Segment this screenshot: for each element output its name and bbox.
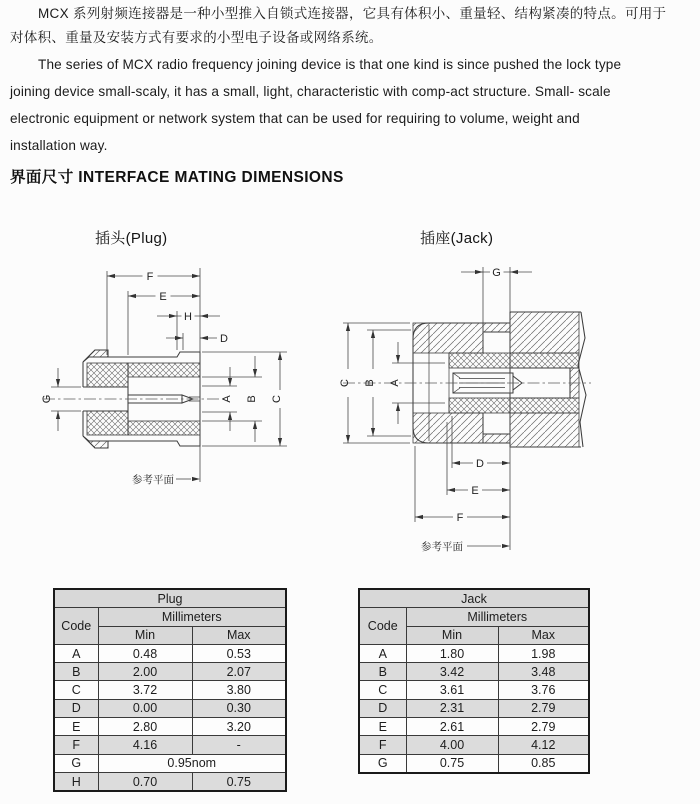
intro-en-line: joining device small-scaly, it has a small, light, characteristic with comp-act structure. Small- scale <box>10 84 611 99</box>
cell-max: 0.53 <box>192 644 286 662</box>
intro-en-line: The series of MCX radio frequency joining device is that one kind is since pushed the lock type <box>38 57 622 72</box>
dim-label-b: B <box>364 379 376 387</box>
cell-max: 1.98 <box>498 644 589 662</box>
intro-chinese <box>10 2 696 50</box>
cell-max: 0.85 <box>498 754 589 773</box>
cell-code: D <box>359 699 406 717</box>
max-header: Max <box>498 626 589 644</box>
min-header: Min <box>98 626 192 644</box>
cell-min: 3.72 <box>98 681 192 699</box>
cell-max: 3.20 <box>192 718 286 736</box>
jack-diagram-title: 插座(Jack) <box>420 230 494 247</box>
cell-code: D <box>54 699 98 717</box>
max-header: Max <box>192 626 286 644</box>
cell-code: H <box>54 772 98 791</box>
cell-code: G <box>359 754 406 773</box>
cell-min: 2.61 <box>406 718 498 736</box>
table-row <box>54 772 286 791</box>
cell-max: 3.76 <box>498 681 589 699</box>
table-row <box>359 736 589 754</box>
jack-diagram-drawing <box>335 250 700 575</box>
cell-min: 4.16 <box>98 736 192 754</box>
min-header: Min <box>406 626 498 644</box>
cell-max: 4.12 <box>498 736 589 754</box>
cell-code: F <box>54 736 98 754</box>
cell-max: 3.48 <box>498 663 589 681</box>
plug-table <box>53 588 287 792</box>
table-row <box>54 663 286 681</box>
dim-label-d: D <box>220 333 228 345</box>
cell-min: 2.00 <box>98 663 192 681</box>
dim-label-c: C <box>271 395 283 403</box>
cell-min: 2.80 <box>98 718 192 736</box>
intro-english <box>10 51 696 159</box>
table-row <box>54 736 286 754</box>
dim-label-c: C <box>339 379 351 387</box>
cell-code: F <box>359 736 406 754</box>
cell-max: 2.79 <box>498 718 589 736</box>
dim-label-e: E <box>159 291 167 303</box>
jack-table <box>358 588 590 774</box>
dim-label-d: D <box>476 458 484 470</box>
intro-en-line: electronic equipment or network system that can be used for requiring to volume, weight and <box>10 111 580 126</box>
cell-max: 3.80 <box>192 681 286 699</box>
table-row <box>359 699 589 717</box>
cell-min: 1.80 <box>406 644 498 662</box>
intro-zh-line: MCX 系列射频连接器是一种小型推入自锁式连接器，它具有体积小、重量轻、结构紧凑的特点。可用于 <box>38 6 667 21</box>
plug-diagram-title: 插头(Plug) <box>95 230 168 247</box>
cell-min: 2.31 <box>406 699 498 717</box>
cell-min: 4.00 <box>406 736 498 754</box>
cell-max: 0.75 <box>192 772 286 791</box>
plug-ref-plane-label: 参考平面 <box>132 474 174 486</box>
table-row <box>359 663 589 681</box>
table-row <box>54 644 286 662</box>
table-row <box>359 589 589 608</box>
table-row <box>359 754 589 773</box>
cell-min: 0.00 <box>98 699 192 717</box>
section-heading: 界面尺寸 INTERFACE MATING DIMENSIONS <box>10 169 344 186</box>
jack-body-section <box>413 312 586 447</box>
unit-header: Millimeters <box>98 608 286 626</box>
cell-code: C <box>54 681 98 699</box>
table-row <box>54 608 286 626</box>
dim-label-e: E <box>471 485 479 497</box>
dim-label-g: G <box>492 267 501 279</box>
cell-code: E <box>359 718 406 736</box>
dim-label-b: B <box>246 395 258 403</box>
cell-min: 3.42 <box>406 663 498 681</box>
intro-en-line: installation way. <box>10 138 108 153</box>
plug-diagram-drawing <box>25 250 315 490</box>
jack-ref-plane-label: 参考平面 <box>421 541 463 553</box>
dim-label-f: F <box>456 512 464 524</box>
table-row <box>359 681 589 699</box>
cell-max: 2.79 <box>498 699 589 717</box>
table-row <box>359 718 589 736</box>
table-row <box>54 718 286 736</box>
dim-label-g: G <box>41 394 53 404</box>
table-title: Jack <box>359 589 589 608</box>
table-row <box>54 589 286 608</box>
cell-max: 2.07 <box>192 663 286 681</box>
cell-code: A <box>359 644 406 662</box>
cell-span-value: 0.95nom <box>98 754 286 772</box>
intro-zh-line: 对体积、重量及安装方式有要求的小型电子设备或网络系统。 <box>10 30 383 45</box>
code-header: Code <box>54 608 98 645</box>
cell-code: B <box>54 663 98 681</box>
cell-max: - <box>192 736 286 754</box>
cell-max: 0.30 <box>192 699 286 717</box>
table-row <box>359 644 589 662</box>
table-row <box>54 681 286 699</box>
dim-label-a: A <box>221 395 233 403</box>
cell-min: 3.61 <box>406 681 498 699</box>
unit-header: Millimeters <box>406 608 589 626</box>
dim-label-h: H <box>184 311 192 323</box>
cell-code: A <box>54 644 98 662</box>
cell-min: 0.75 <box>406 754 498 773</box>
table-row <box>54 699 286 717</box>
cell-min: 0.48 <box>98 644 192 662</box>
dim-label-f: F <box>146 271 154 283</box>
cell-code: C <box>359 681 406 699</box>
cell-code: E <box>54 718 98 736</box>
dim-label-a: A <box>389 379 401 387</box>
cell-code: B <box>359 663 406 681</box>
table-row <box>359 608 589 626</box>
table-row <box>54 754 286 772</box>
code-header: Code <box>359 608 406 645</box>
cell-code: G <box>54 754 98 772</box>
table-title: Plug <box>54 589 286 608</box>
cell-min: 0.70 <box>98 772 192 791</box>
